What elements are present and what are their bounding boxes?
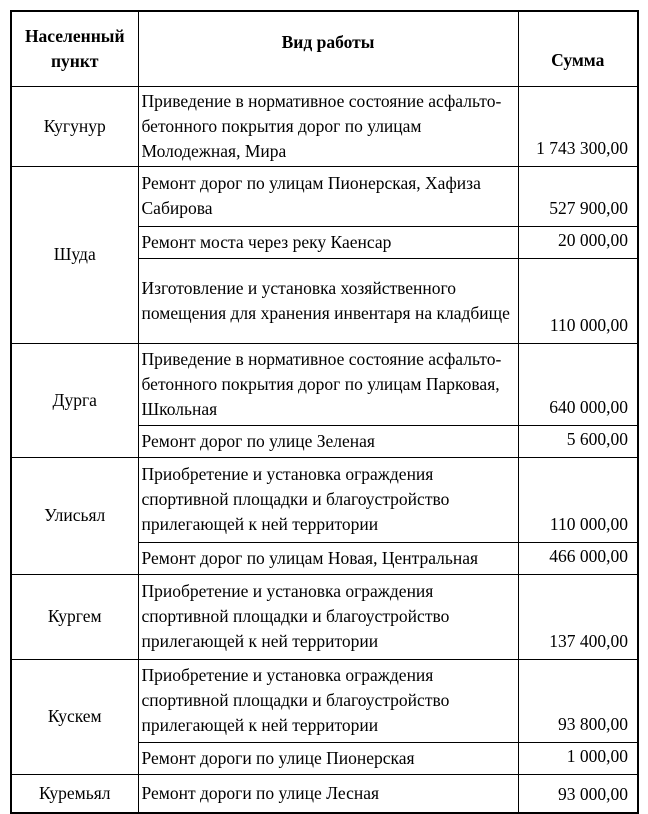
settlement-cell: Кускем [11,659,138,774]
sum-cell: 137 400,00 [518,574,638,659]
sum-cell: 5 600,00 [518,425,638,457]
sum-cell: 1 000,00 [518,742,638,774]
sum-cell: 466 000,00 [518,542,638,574]
work-cell: Изготовление и установка хозяйственного помещения для хранения инвентаря на кладбище [138,258,518,343]
settlement-cell: Дурга [11,343,138,457]
work-cell: Ремонт дорог по улицам Новая, Центральная [138,542,518,574]
sum-cell: 93 800,00 [518,659,638,742]
sum-cell: 93 000,00 [518,774,638,813]
work-cell: Ремонт дорог по улице Зеленая [138,425,518,457]
header-row [11,11,638,86]
header-work: Вид работы [138,11,518,86]
table-row [11,166,638,226]
settlement-cell: Кугунур [11,86,138,166]
work-cell: Приобретение и установка ограждения спортивной площадки и благоустройство прилегающей к ней территории [138,659,518,742]
work-cell: Ремонт моста через реку Каенсар [138,226,518,258]
sum-cell: 527 900,00 [518,166,638,226]
sum-cell: 20 000,00 [518,226,638,258]
work-cell: Приобретение и установка ограждения спортивной площадки и благоустройство прилегающей к ней территории [138,574,518,659]
works-budget-table [10,10,639,814]
header-settlement: Населенный пункт [11,11,138,86]
work-cell: Приведение в нормативное состояние асфальто-бетонного покрытия дорог по улицам Молодежная, Мира [138,86,518,166]
work-cell: Приобретение и установка ограждения спортивной площадки и благоустройство прилегающей к ней территории [138,457,518,542]
table-row [11,343,638,425]
work-cell: Ремонт дороги по улице Пионерская [138,742,518,774]
settlement-cell: Кургем [11,574,138,659]
sum-cell: 1 743 300,00 [518,86,638,166]
work-cell: Ремонт дороги по улице Лесная [138,774,518,813]
table-row [11,86,638,166]
sum-cell: 110 000,00 [518,258,638,343]
settlement-cell: Шуда [11,166,138,343]
settlement-cell: Куремьял [11,774,138,813]
table-row [11,457,638,542]
header-sum: Сумма [518,11,638,86]
sum-cell: 110 000,00 [518,457,638,542]
settlement-cell: Улисьял [11,457,138,574]
sum-cell: 640 000,00 [518,343,638,425]
table-row [11,774,638,813]
table-row [11,574,638,659]
work-cell: Приведение в нормативное состояние асфальто-бетонного покрытия дорог по улицам Парковая, Школьная [138,343,518,425]
work-cell: Ремонт дорог по улицам Пионерская, Хафиза Сабирова [138,166,518,226]
table-row [11,659,638,742]
